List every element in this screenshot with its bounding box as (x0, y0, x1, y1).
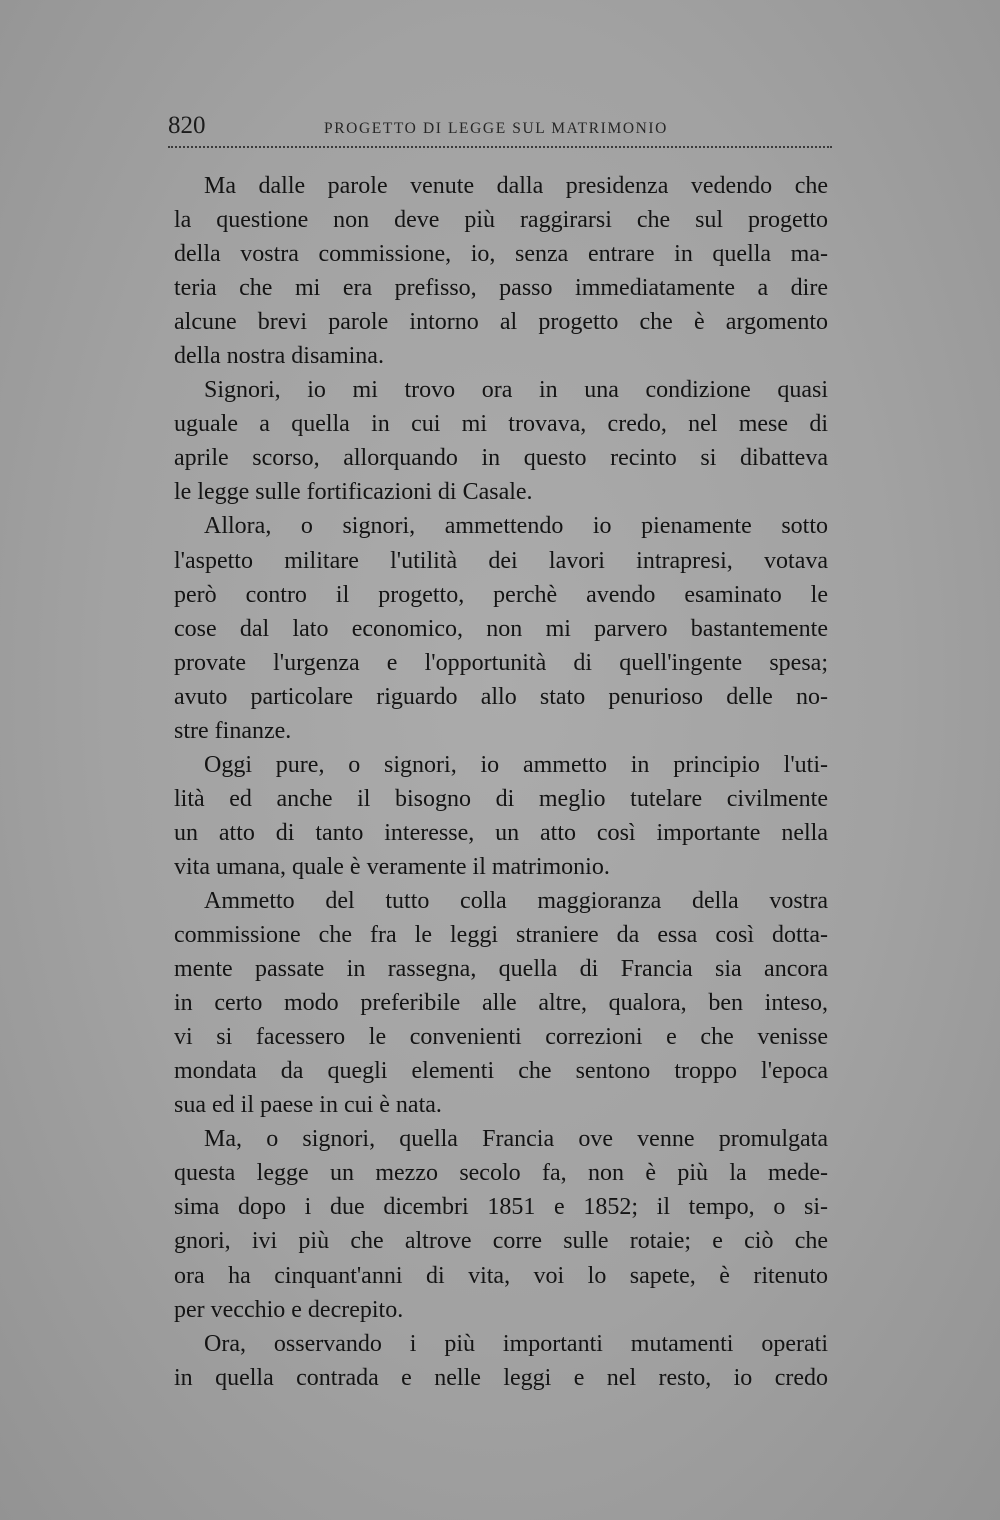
text-line: sua ed il paese in cui è nata. (174, 1092, 442, 1119)
text-line: teria che mi era prefisso, passo immediatamente a dire (174, 275, 828, 302)
paragraph (174, 1327, 828, 1395)
text-line: però contro il progetto, perchè avendo esaminato le (174, 581, 828, 608)
text-line: alcune brevi parole intorno al progetto che è argomento (174, 309, 828, 336)
text-line: commissione che fra le leggi straniere da essa così dotta- (174, 922, 828, 949)
paragraph (174, 748, 828, 884)
text-line: Oggi pure, o signori, io ammetto in principio l'uti- (204, 751, 828, 778)
paragraph (174, 373, 828, 509)
text-line: stre finanze. (174, 717, 292, 744)
text-line: Allora, o signori, ammettendo io pienamente sotto (204, 513, 828, 540)
text-line: lità ed anche il bisogno di meglio tutelare civilmente (174, 785, 828, 812)
text-line: sima dopo i due dicembri 1851 e 1852; il tempo, o si- (174, 1194, 828, 1221)
running-title: PROGETTO DI LEGGE SUL MATRIMONIO (324, 120, 668, 137)
text-line: gnori, ivi più che altrove corre sulle rotaie; e ciò che (174, 1228, 828, 1255)
text-line: in certo modo preferibile alle altre, qualora, ben inteso, (174, 990, 828, 1017)
text-line: cose dal lato economico, non mi parvero bastantemente (174, 615, 828, 642)
paragraph (174, 1122, 828, 1326)
text-line: avuto particolare riguardo allo stato penurioso delle no- (174, 683, 828, 710)
text-line: per vecchio e decrepito. (174, 1296, 404, 1323)
page-number: 820 (168, 112, 206, 139)
text-line: della vostra commissione, io, senza entrare in quella ma- (174, 241, 828, 268)
text-line: le legge sulle fortificazioni di Casale. (174, 479, 533, 506)
text-line: mente passate in rassegna, quella di Francia sia ancora (174, 956, 828, 983)
text-line: ora ha cinquant'anni di vita, voi lo sapete, è ritenuto (174, 1262, 828, 1289)
text-line: un atto di tanto interesse, un atto così importante nella (174, 819, 828, 846)
text-line: in quella contrada e nelle leggi e nel resto, io credo (174, 1364, 828, 1391)
text-line: della nostra disamina. (174, 343, 384, 370)
page-header (168, 112, 832, 148)
paragraph (174, 169, 828, 373)
text-line: vi si facessero le convenienti correzioni e che venisse (174, 1024, 828, 1051)
text-line: la questione non deve più raggirarsi che sul progetto (174, 207, 828, 234)
body-text (174, 169, 828, 1395)
text-line: l'aspetto militare l'utilità dei lavori intrapresi, votava (174, 547, 828, 574)
text-line: vita umana, quale è veramente il matrimonio. (174, 853, 610, 880)
paragraph (174, 509, 828, 747)
text-line: Ma, o signori, quella Francia ove venne promulgata (204, 1126, 828, 1153)
text-line: provate l'urgenza e l'opportunità di quell'ingente spesa; (174, 649, 828, 676)
text-line: uguale a quella in cui mi trovava, credo, nel mese di (174, 411, 828, 438)
text-line: aprile scorso, allorquando in questo recinto si dibatteva (174, 445, 828, 472)
text-line: Signori, io mi trovo ora in una condizione quasi (204, 377, 828, 404)
text-line: Ma dalle parole venute dalla presidenza vedendo che (204, 173, 828, 199)
text-line: Ammetto del tutto colla maggioranza della vostra (204, 887, 828, 914)
text-line: Ora, osservando i più importanti mutamenti operati (204, 1330, 828, 1357)
paragraph (174, 884, 828, 1122)
text-line: mondata da quegli elementi che sentono troppo l'epoca (174, 1058, 828, 1085)
text-line: questa legge un mezzo secolo fa, non è più la mede- (174, 1160, 828, 1187)
